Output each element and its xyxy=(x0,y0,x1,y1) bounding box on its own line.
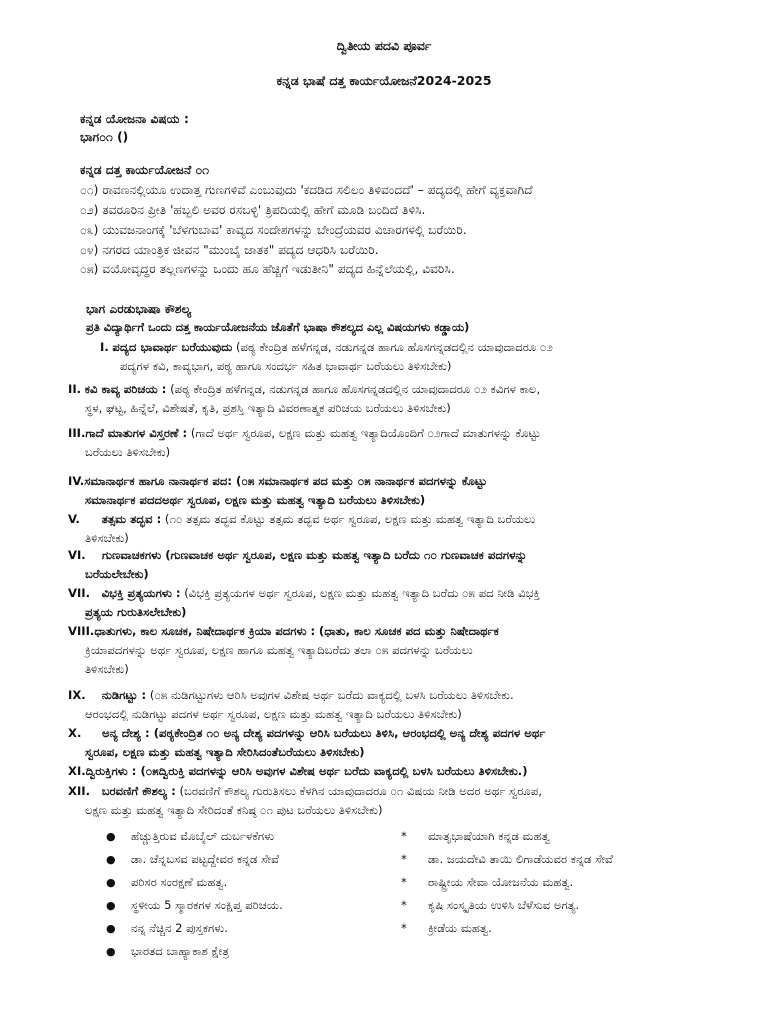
skill-item-text-cont: ಬರೆಯಲು ತಿಳಿಸಬೇಕು) xyxy=(85,445,171,459)
skill-item-text-cont: ಸಮಾನಾರ್ಥಕ ಪದದಅರ್ಥ ಸ್ವರೂಪ, ಲಕ್ಷಣ ಮತ್ತು ಮಹತ್ವ ಇತ್ಯಾದಿ ಬರೆಯಲು ತಿಳಿಸಬೇಕು) xyxy=(85,493,426,507)
skill-item-heading: ಕವಿ ಕಾವ್ಯ ಪರಿಚಯ : xyxy=(84,382,167,396)
skill-item-2 xyxy=(68,380,540,418)
skill-item-number: VII. xyxy=(68,586,91,600)
part2-instruction: ಪ್ರತಿ ವಿದ್ಯಾರ್ಥಿಗೆ ಒಂದು ದತ್ತ ಕಾರ್ಯಯೋಜನೆಯ ಜೊತೆಗೆ ಭಾಷಾ ಕೌಶಲ್ಯದ ಎಲ್ಲ ವಿಷಯಗಳು ಕಡ್ಡಾಯ) xyxy=(86,320,470,334)
skill-item-number: IV. xyxy=(68,474,85,488)
skill-item-text-cont: ಆರಂಭದಲ್ಲಿ ನುಡಿಗಟ್ಟು ಪದಗಳ ಅರ್ಥ ಸ್ವರೂಪ, ಲಕ್ಷಣ ಮತ್ತು ಮಹತ್ವ ಇತ್ಯಾದಿ ಬರೆಯಲು ತಿಳಿಸಬೇಕು) xyxy=(85,707,462,721)
skill-item-heading: ಧಾತುಗಳು, ಕಾಲ ಸೂಚಕ, ನಿಷೇದಾರ್ಥಕ ಕ್ರಿಯಾ ಪದಗಳು : xyxy=(94,624,316,638)
topic-right: ಕೃಷಿ ಸಂಸ್ಕೃತಿಯ ಉಳಿಸಿ ಬೆಳೆಸುವ ಅಗತ್ಯ. xyxy=(428,898,580,912)
topic-left: ಭಾರತದ ಬಾಹ್ಯಾಕಾಶ ಕ್ಷೇತ್ರ xyxy=(131,944,229,958)
star-bullet-icon: * xyxy=(401,921,407,935)
skill-item-8 xyxy=(68,622,499,679)
topic-right: ರಾಷ್ಟ್ರೀಯ ಸೇವಾ ಯೋಜನೆಯ ಮಹತ್ವ. xyxy=(428,875,574,889)
skill-item-number: IX. xyxy=(68,688,86,702)
plan-part-label: ಭಾಗ೦೧ () xyxy=(80,130,129,144)
skill-item-heading: ಬರವಣಿಗೆ ಕೌಶಲ್ಯ : xyxy=(101,784,176,798)
skill-item-number: I. xyxy=(100,340,109,354)
skill-item-number: VIII. xyxy=(68,624,95,638)
skill-item-text: (ಪಠ್ಯ ಕೇಂದ್ರಿತ ಹಳೆಗನ್ನಡ, ನಡುಗನ್ನಡ ಹಾಗೂ ಹೊಸಗನ್ನಡದಲ್ಲಿನ ಯಾವುದಾದರೂ ೦೨ xyxy=(236,340,553,354)
topic-right: ಮಾತೃಭಾಷೆಯಾಗಿ ಕನ್ನಡ ಮಹತ್ವ xyxy=(428,829,550,843)
skill-item-5 xyxy=(68,510,535,548)
skill-item-11 xyxy=(68,762,528,781)
document-header-line1: ದ್ವಿತೀಯ ಪದವಿ ಪೂರ್ವ xyxy=(336,38,432,53)
bullet-icon: ● xyxy=(106,876,116,889)
skill-item-12 xyxy=(68,782,542,820)
skill-item-heading: ಗುಣವಾಚಕಗಳು xyxy=(102,548,162,562)
bullet-icon: ● xyxy=(106,945,116,958)
skill-item-6 xyxy=(68,546,527,584)
assignment-heading: ಕನ್ನಡ ದತ್ತ ಕಾರ್ಯಯೋಜನೆ ೦೧ xyxy=(80,163,210,177)
skill-item-number: VI. xyxy=(68,548,86,562)
skill-item-4 xyxy=(68,472,487,510)
topic-left: ನನ್ನ ನೆಚ್ಚಿನ 2 ಪುಸ್ತಕಗಳು. xyxy=(131,921,228,935)
skill-item-heading: ವಿಭಕ್ತಿ ಪ್ರತ್ಯಯಗಳು : xyxy=(101,586,181,600)
skill-item-text: (ವಿಭಕ್ತಿ ಪ್ರತ್ಯಯಗಳ ಅರ್ಥ ಸ್ವರೂಪ, ಲಕ್ಷಣ ಮತ್ತು ಮಹತ್ವ ಇತ್ಯಾದಿ ಬರೆದು ೦೫ ಪದ ನೀಡಿ ವಿಭಕ್ತಿ xyxy=(184,586,540,600)
topic-left: ಪರಿಸರ ಸಂರಕ್ಷಣೆ ಮಹತ್ವ. xyxy=(131,875,228,889)
topic-row xyxy=(106,944,726,967)
skill-item-heading: ತತ್ಸಮ ತದ್ಭವ : xyxy=(101,512,162,526)
skill-item-heading: ದ್ವಿರುಕ್ತಿಗಳು : xyxy=(85,764,137,778)
bullet-icon: ● xyxy=(106,830,116,843)
assignment-item-1: ೦೧) ರಾವಣನಲ್ಲಿಯೂ ಉದಾತ್ತ ಗುಣಗಳಿವೆ ಎಂಬುವುದು 'ಕದಡಿದ ಸಲಿಲಂ ತಿಳಿವಂದದೆ' – ಪದ್ಯದಲ್ಲಿ ಹೇಗೆ ವ್ಯಕ್ತವಾಗಿದೆ xyxy=(80,183,533,197)
document-title: ಕನ್ನಡ ಭಾಷೆ ದತ್ತ ಕಾರ್ಯಯೋಜನೆ2024-2025 xyxy=(276,73,492,88)
part2-heading: ಭಾಗ ಎರಡುಭಾಷಾ ಕೌಶಲ್ಯ xyxy=(86,302,192,316)
skill-item-text-cont: ಕ್ರಿಯಾಪದಗಳನ್ನು ಅರ್ಥ ಸ್ವರೂಪ, ಲಕ್ಷಣ ಹಾಗೂ ಮಹತ್ವ ಇತ್ಯಾದಿಬರೆದು ತಲಾ ೦೫ ಪದಗಳನ್ನು ಬರೆಯಲು xyxy=(85,643,473,657)
skill-item-text-cont: ಲಕ್ಷಣ ಮತ್ತು ಮಹತ್ವ ಇತ್ಯಾದಿ ಸೇರಿದಂತೆ ಕನಿಷ್ಠ ೦೧ ಪುಟ ಬರೆಯಲು ತಿಳಿಸಬೇಕು) xyxy=(85,803,383,817)
skill-item-number: III. xyxy=(68,426,86,440)
skill-item-text-cont: ತಿಳಿಸಬೇಕು) xyxy=(85,531,129,545)
bullet-icon: ● xyxy=(106,922,116,935)
topic-row xyxy=(106,829,726,852)
skill-item-text: (೦೫ ಸಮಾನಾರ್ಥಕ ಪದ ಮತ್ತು ೦೫ ನಾನಾರ್ಥಕ ಪದಗಳನ್ನು ಕೊಟ್ಟು xyxy=(236,474,487,488)
skill-item-text: (೧೦ ತತ್ಸಮ ತದ್ಭವ ಕೊಟ್ಟು ತತ್ಸಮ ತದ್ಭವ ಅರ್ಥ ಸ್ವರೂಪ, ಲಕ್ಷಣ ಮತ್ತು ಮಹತ್ವ ಇತ್ಯಾದಿ ಬರೆಯಲು xyxy=(164,512,536,526)
skill-item-1 xyxy=(100,338,553,376)
skill-item-text: (ಬರವಣಿಗೆ ಕೌಶಲ್ಯ ಗುರುತಿಸಲು ಕೆಳಗಿನ ಯಾವುದಾದರೂ ೦೧ ವಿಷಯ ನೀಡಿ ಅದರ ಅರ್ಥ ಸ್ವರೂಪ, xyxy=(179,784,542,798)
star-bullet-icon: * xyxy=(401,898,407,912)
assignment-item-5: ೦೫) ವಯೋವೃದ್ಧರ ತಲ್ಲಣಗಳನ್ನು ಒಂದು ಹೂ ಹೆಚ್ಚಿಗೆ ಇಡುತೀನಿ" ಪದ್ಯದ ಹಿನ್ನೆಲೆಯಲ್ಲಿ, ವಿವರಿಸಿ. xyxy=(80,262,455,276)
assignment-item-3: ೦೩) ಯುವಜನಾಂಗಕ್ಕೆ 'ಬೆಳಗುಬಾವ' ಕಾವ್ಯದ ಸಂದೇಶಗಳನ್ನು ಬೇಂದ್ರೆಯವರ ವಿಚಾರಗಳಲ್ಲಿ ಬರೆಯಿರಿ. xyxy=(80,223,467,237)
bullet-icon: ● xyxy=(106,899,116,912)
skill-item-10 xyxy=(68,724,545,762)
topic-left: ಹೆಚ್ಚುತ್ತಿರುವ ಮೊಬೈಲ್ ದುರ್ಬಳಕೆಗಳು xyxy=(131,829,275,843)
bullet-icon: ● xyxy=(106,853,116,866)
star-bullet-icon: * xyxy=(401,852,407,866)
skill-item-text: (ಧಾತು, ಕಾಲ ಸೂಚಕ ಪದ ಮತ್ತು ನಿಷೇದಾರ್ಥಕ xyxy=(318,624,499,638)
topic-row xyxy=(106,852,726,875)
skill-item-7 xyxy=(68,584,540,622)
skill-item-3 xyxy=(68,424,541,462)
skill-item-text-cont: ಬರೆಯಲೇಬೇಕು) xyxy=(85,567,149,581)
assignment-item-4: ೦೪) ನಗರದ ಯಾಂತ್ರಿಕ ಜೀವನ "ಮುಂಬೈ ಜಾತಕ" ಪದ್ಯದ ಆಧರಿಸಿ ಬರೆಯಿರಿ. xyxy=(80,243,379,257)
skill-item-9 xyxy=(68,686,514,724)
skill-item-number: XI. xyxy=(68,764,86,778)
topic-left: ಡಾ. ಚೆನ್ನಬಸವ ಪಟ್ಟದ್ದೇವರ ಕನ್ನಡ ಸೇವೆ xyxy=(131,852,279,866)
skill-item-text-cont: ಸ್ಥಳ, ಘಟ್ಟ, ಹಿನ್ನೆಲೆ, ವಿಶೇಷತೆ, ಕೃತಿ, ಪ್ರಶಸ್ತಿ ಇತ್ಯಾದಿ ವಿವರಣಾತ್ಮಕ ಪರಿಚಯ ಬರೆಯಲು ತಿಳಿಸಬೇಕು) xyxy=(85,401,451,415)
skill-item-text: (ಗುಣವಾಚಕ ಅರ್ಥ ಸ್ವರೂಪ, ಲಕ್ಷಣ ಮತ್ತು ಮಹತ್ವ ಇತ್ಯಾದಿ ಬರೆದು ೧೦ ಗುಣವಾಚಕ ಪದಗಳನ್ನು xyxy=(165,548,528,562)
skill-item-heading: ನುಡಿಗಟ್ಟು : xyxy=(101,688,147,702)
skill-item-text: (೦೫ದ್ವಿರುಕ್ತಿ ಪದಗಳನ್ನು ಆರಿಸಿ ಅವುಗಳ ವಿಶೇಷ ಅರ್ಥ ಬರೆದು ವಾಕ್ಯದಲ್ಲಿ ಬಳಸಿ ಬರೆಯಲು ತಿಳಿಸಬೇಕು.) xyxy=(140,764,528,778)
skill-item-heading: ಅನ್ಯ ದೇಶ್ಯ : xyxy=(102,726,150,740)
skill-item-number: X. xyxy=(68,726,82,740)
topic-right: ಡಾ. ಜಯದೇವಿ ತಾಯಿ ಲಿಗಾಡೆಯವರ ಕನ್ನಡ ಸೇವೆ xyxy=(428,852,613,866)
skill-item-text-cont: ಸ್ವರೂಪ, ಲಕ್ಷಣ ಮತ್ತು ಮಹತ್ವ ಇತ್ಯಾದಿ ಸೇರಿಸಿದಂತೆಬರೆಯಲು ತಿಳಿಸಬೇಕು) xyxy=(85,745,365,759)
skill-item-text-cont2: ತಿಳಿಸಬೇಕು) xyxy=(85,662,129,676)
star-bullet-icon: * xyxy=(401,829,407,843)
skill-item-text-cont: ಪದ್ಯಗಳ ಕವಿ, ಕಾವ್ಯಭಾಗ, ಪಠ್ಯ ಹಾಗೂ ಸಂದರ್ಭ ಸಹಿತ ಭಾವಾರ್ಥ ಬರೆಯಲು ತಿಳಿಸಬೇಕು) xyxy=(120,359,452,373)
plan-subject-label: ಕನ್ನಡ ಯೋಜನಾ ವಿಷಯ : xyxy=(80,112,189,126)
skill-item-heading: ಗಾದೆ ಮಾತುಗಳ ವಿಸ್ತರಣೆ : xyxy=(85,426,188,440)
topic-right: ಕ್ರೀಡೆಯ ಮಹತ್ವ. xyxy=(428,921,492,935)
skill-item-number: II. xyxy=(68,382,82,396)
skill-item-number: XII. xyxy=(68,784,90,798)
topic-list xyxy=(106,829,726,967)
skill-item-text: (ಗಾದೆ ಅರ್ಥ ಸ್ವರೂಪ, ಲಕ್ಷಣ ಮತ್ತು ಮಹತ್ವ ಇತ್ಯಾದಿಯೊಂದಿಗೆ ೦೨ಗಾದೆ ಮಾತುಗಳನ್ನು ಕೊಟ್ಟು xyxy=(190,426,541,440)
topic-row xyxy=(106,898,726,921)
skill-item-heading: ಪದ್ಯದ ಭಾವಾರ್ಥ ಬರೆಯುವುದು xyxy=(112,340,233,354)
skill-item-number: V. xyxy=(68,512,80,526)
topic-left: ಸ್ಥಳೀಯ 5 ಸ್ಮಾರಕಗಳ ಸಂಕ್ಷಿಪ್ತ ಪರಿಚಯ. xyxy=(131,898,283,912)
skill-item-text: (ಪಠ್ಯಕೇಂದ್ರಿತ ೧೦ ಅನ್ಯ ದೇಶ್ಯ ಪದಗಳನ್ನು ಆರಿಸಿ ಬರೆಯಲು ತಿಳಿಸಿ, ಆರಂಭದಲ್ಲಿ ಅನ್ಯ ದೇಶ್ಯ ಪದಗಳ ಅರ್ಥ xyxy=(153,726,546,740)
topic-row xyxy=(106,875,726,898)
topic-row xyxy=(106,921,726,944)
skill-item-heading: ಸಮಾನಾರ್ಥಕ ಹಾಗೂ ನಾನಾರ್ಥಕ ಪದ: xyxy=(84,474,232,488)
skill-item-text: (ಪಠ್ಯ ಕೇಂದ್ರಿತ ಹಳೆಗನ್ನಡ, ನಡುಗನ್ನಡ ಹಾಗೂ ಹೊಸಗನ್ನಡದಲ್ಲಿನ ಯಾವುದಾದರೂ ೦೨ ಕವಿಗಳ ಕಾಲ, xyxy=(170,382,541,396)
skill-item-text: (೦೫ ನುಡಿಗಟ್ಟುಗಳು ಆರಿಸಿ ಅವುಗಳ ವಿಶೇಷ ಅರ್ಥ ಬರೆದು ವಾಕ್ಯದಲ್ಲಿ ಬಳಸಿ ಬರೆಯಲು ತಿಳಿಸಬೇಕು. xyxy=(149,688,514,702)
assignment-item-2: ೦೨) ತವರೂರಿನ ಪ್ರೀತಿ 'ಹಬ್ಬಲಿ ಅವರ ರಸಬಳ್ಳಿ' ತ್ರಿಪದಿಯಲ್ಲಿ ಹೇಗೆ ಮೂಡಿ ಬಂದಿದೆ ತಿಳಿಸಿ. xyxy=(80,203,426,217)
star-bullet-icon: * xyxy=(401,875,407,889)
skill-item-text-cont: ಪ್ರತ್ಯಯ ಗುರುತಿಸಲೇಬೇಕು) xyxy=(85,605,187,619)
